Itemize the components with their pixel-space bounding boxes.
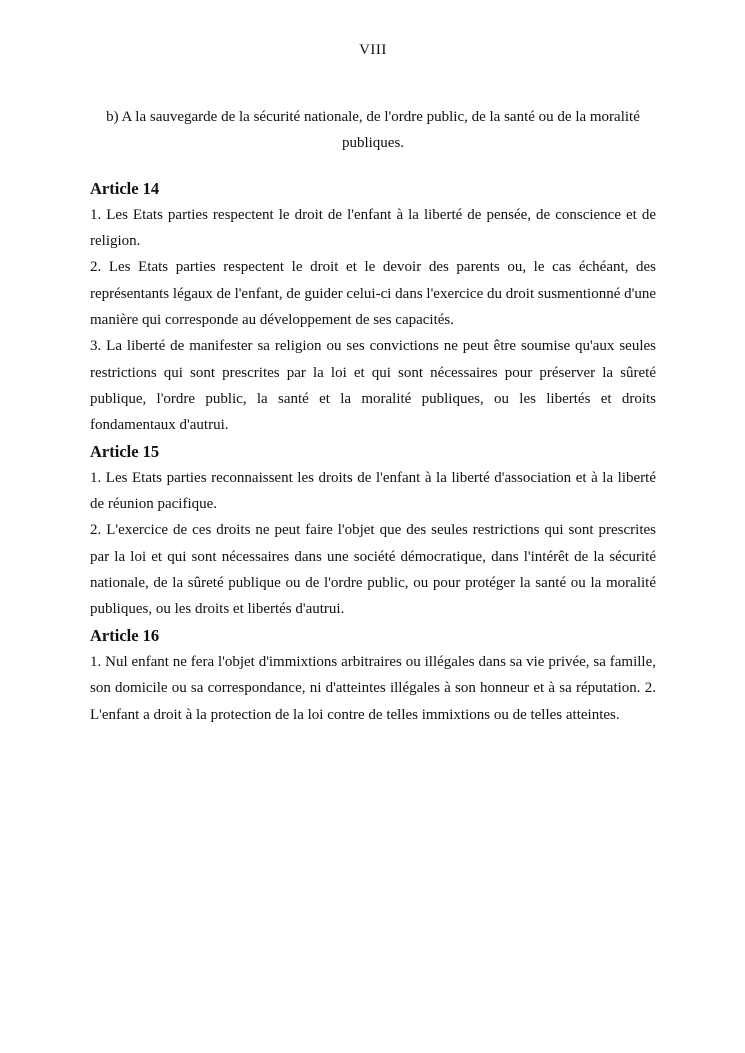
- article-section-16: [90, 623, 656, 728]
- article-paragraph: 1. Les Etats parties reconnaissent les droits de l'enfant à la liberté d'association et à la liberté de réunion pacifique.: [90, 469, 656, 513]
- article-15-heading: Article 15: [90, 441, 160, 461]
- article-16-heading: Article 16: [90, 625, 160, 645]
- article-paragraph: 2. Les Etats parties respectent le droit et le devoir des parents ou, le cas échéant, des représentants légaux de l'enfant, de guider celui-ci dans l'exercice du droit susmentionné d'une manière qui corresponde au développement de ses capacités.: [90, 259, 656, 329]
- article-14-heading: Article 14: [90, 178, 160, 198]
- article-section-15: [90, 439, 656, 623]
- article-paragraph: 1. Les Etats parties respectent le droit de l'enfant à la liberté de pensée, de conscience et de religion.: [90, 206, 656, 250]
- article-paragraph: 3. La liberté de manifester sa religion ou ses convictions ne peut être soumise qu'aux seules restrictions qui sont prescrites par la loi et qui sont nécessaires pour préserver la sûreté publique, l'ordre public, la santé et la moralité publiques, ou les libertés et droits fondamentaux d'autrui.: [90, 338, 656, 434]
- page-number: VIII: [359, 42, 387, 58]
- article-paragraph: 1. Nul enfant ne fera l'objet d'immixtions arbitraires ou illégales dans sa vie privée, sa famille, son domicile ou sa correspondance, ni d'atteintes illégales à son honneur et à sa réputation. 2. L'enfant a droit à la protection de la loi contre de telles immixtions ou de telles atteintes.: [90, 653, 656, 723]
- article-paragraph: 2. L'exercice de ces droits ne peut faire l'objet que des seules restrictions qui sont prescrites par la loi et qui sont nécessaires dans une société démocratique, dans l'intérêt de la sécurité nationale, de la sûreté publique ou de l'ordre public, ou pour protéger la santé ou la moralité publiques, ou les droits et libertés d'autrui.: [90, 522, 656, 618]
- article-section-14: [90, 176, 656, 439]
- intro-paragraph: b) A la sauvegarde de la sécurité nationale, de l'ordre public, de la santé ou de la moralité publiques.: [106, 109, 640, 152]
